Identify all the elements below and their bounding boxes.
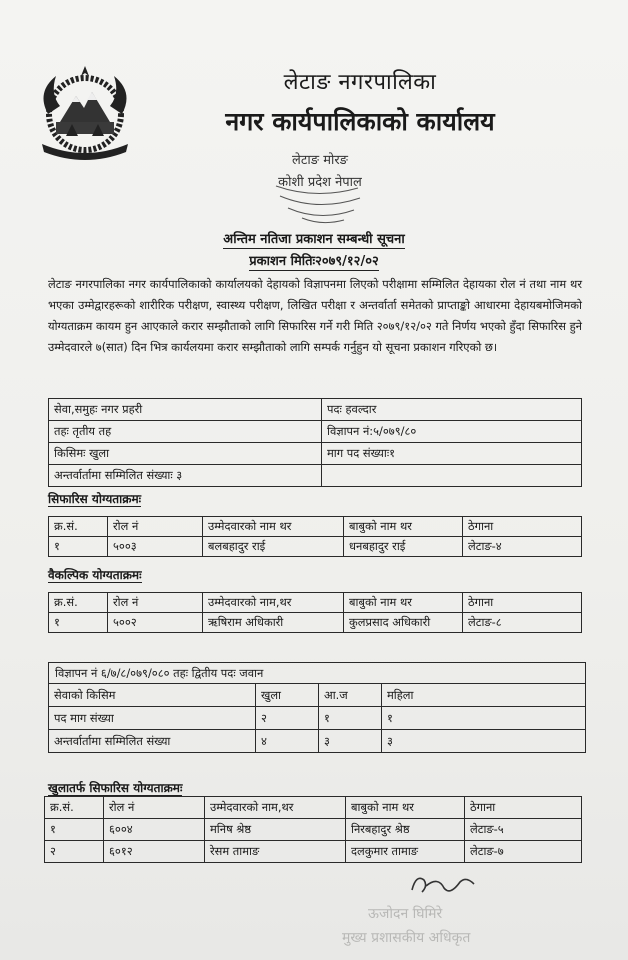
table-header-row	[49, 593, 582, 613]
header-cell: ठेगाना	[463, 593, 582, 613]
recommended-table	[48, 516, 582, 557]
table-cell: बलबहादुर राई	[203, 537, 344, 557]
table-row	[49, 730, 586, 753]
table-cell: पदः हवल्दार	[322, 399, 582, 421]
signature-mark	[408, 870, 478, 900]
header-cell: ठेगाना	[465, 797, 582, 819]
table-cell: तहः तृतीय तह	[49, 421, 322, 443]
table-cell: लेटाङ-८	[463, 613, 582, 633]
header-cell: सेवाको किसिम	[49, 684, 256, 707]
table-cell: सेवा,समुहः नगर प्रहरी	[49, 399, 322, 421]
table-cell: किसिमः खुला	[49, 443, 322, 465]
table-row	[49, 613, 582, 633]
table-cell: पद माग संख्या	[49, 707, 256, 730]
table-cell: १	[45, 819, 104, 841]
table-cell: लेटाङ-७	[465, 841, 582, 863]
table-row	[45, 841, 582, 863]
recommended-title-text: सिफारिस योग्यताक्रमः	[48, 492, 142, 506]
header-cell: रोल नं	[104, 797, 205, 819]
notice-subject	[0, 229, 628, 247]
table-cell: अन्तर्वार्तामा सम्मिलित संख्याः ३	[49, 465, 322, 487]
signatory-name: ऊजोदन घिमिरे	[368, 906, 443, 922]
notice-body: लेटाङ नगरपालिका नगर कार्यपालिकाको कार्यालयको देहायको विज्ञापनमा लिएको परीक्षामा सम्मिलित देहायका रोल नं तथा नाम थर भएका उम्मेद्वारहरूको शारीरिक परीक्षण, स्वास्थ्य परीक्षण, लिखित परीक्षा र अन्तर्वार्ता समेतको प्राप्ताङ्को आधारमा देहायबमोजिमको योग्यताक्रम कायम हुन आएकाले करार सम्झौताको लागि सिफारिस गर्ने गरी मिति २०७९/१२/०२ गते निर्णय भएको हुँदा सिफारिस हुने उम्मेदवारले ७(सात) दिन भित्र कार्यलयमा करार सम्झौताको लागि सम्पर्क गर्नुहुन यो सूचना प्रकाशन गरिएको छ।	[48, 277, 582, 354]
header-cell: क्र.सं.	[45, 797, 104, 819]
table-cell: १	[319, 707, 382, 730]
table-cell: ऋषिराम अधिकारी	[203, 613, 344, 633]
header-cell: क्र.सं.	[49, 517, 108, 537]
table-row	[49, 443, 582, 465]
table-cell: १	[49, 613, 108, 633]
table-cell: अन्तर्वार्तामा सम्मिलित संख्या	[49, 730, 256, 753]
header-cell: महिला	[382, 684, 586, 707]
table-cell: लेटाङ-५	[465, 819, 582, 841]
table-row	[49, 707, 586, 730]
header-cell: उम्मेदवारको नाम,थर	[205, 797, 346, 819]
table-header-row	[45, 797, 582, 819]
table-cell: माग पद संख्याः१	[322, 443, 582, 465]
publish-date-text: प्रकाशन मितिः२०७९/१२/०२	[249, 254, 379, 269]
table-cell: धनबहादुर राई	[344, 537, 463, 557]
notice-subject-text: अन्तिम नतिजा प्रकाशन सम्बन्धी सूचना	[223, 232, 405, 247]
recommended-section-title	[48, 490, 141, 507]
header-cell: बाबुको नाम थर	[344, 593, 463, 613]
table-cell: ४	[256, 730, 319, 753]
table-cell: विज्ञापन नं:५/०७९/८०	[322, 421, 582, 443]
table-header-row	[49, 684, 586, 707]
table-cell: २	[256, 707, 319, 730]
vacancy-heading: विज्ञापन नं ६/७/८/०७९/०८० तहः द्वितीय पदः जवान	[48, 662, 586, 683]
header-cell: रोल नं	[108, 593, 203, 613]
vacancy-info-table	[48, 398, 582, 487]
table-cell: लेटाङ-४	[463, 537, 582, 557]
table-cell: ५००३	[108, 537, 203, 557]
header-cell: बाबुको नाम थर	[346, 797, 465, 819]
alternate-title-text: वैकल्पिक योग्यताक्रमः	[48, 568, 142, 582]
table-cell: ६०१२	[104, 841, 205, 863]
header-cell: रोल नं	[108, 517, 203, 537]
table-cell: ५००२	[108, 613, 203, 633]
header-cell: खुला	[256, 684, 319, 707]
alternate-section-title	[48, 566, 142, 583]
open-recommended-title-text: खुलातर्फ सिफारिस योग्यताक्रमः	[48, 781, 183, 795]
table-cell: ३	[319, 730, 382, 753]
table-row	[49, 421, 582, 443]
header-cell: ठेगाना	[463, 517, 582, 537]
table-cell: निरबहादुर श्रेष्ठ	[346, 819, 465, 841]
publish-date	[0, 251, 628, 269]
table-cell: दलकुमार तामाङ	[346, 841, 465, 863]
alternate-table	[48, 592, 582, 633]
open-recommended-section-title	[48, 779, 182, 796]
table-cell: कुलप्रसाद अधिकारी	[344, 613, 463, 633]
table-cell: रेसम तामाङ	[205, 841, 346, 863]
government-emblem-icon	[26, 62, 144, 168]
table-cell: मनिष श्रेष्ठ	[205, 819, 346, 841]
table-cell	[322, 465, 582, 487]
table-row	[49, 399, 582, 421]
table-row	[49, 537, 582, 557]
header-cell: बाबुको नाम थर	[344, 517, 463, 537]
header-cell: उम्मेदवारको नाम थर	[203, 517, 344, 537]
header-cell: क्र.सं.	[49, 593, 108, 613]
header-cell: उम्मेदवारको नाम,थर	[203, 593, 344, 613]
signatory-designation: मुख्य प्रशासकीय अधिकृत	[342, 930, 471, 946]
table-cell: १	[49, 537, 108, 557]
table-cell: ३	[382, 730, 586, 753]
office-seal-icon	[262, 178, 370, 230]
address-line-1: लेटाङ मोरङ	[292, 153, 348, 168]
table-header-row	[49, 517, 582, 537]
header-cell: आ.ज	[319, 684, 382, 707]
municipality-name: लेटाङ नगरपालिका	[283, 70, 437, 95]
open-recommended-table	[44, 796, 582, 863]
table-cell: ६००४	[104, 819, 205, 841]
office-name: नगर कार्यपालिकाको कार्यालय	[225, 107, 495, 136]
vacancy-table	[48, 683, 586, 753]
table-cell: १	[382, 707, 586, 730]
table-cell: २	[45, 841, 104, 863]
table-row	[49, 465, 582, 487]
table-row	[45, 819, 582, 841]
address-line-2: कोशी प्रदेश नेपाल	[278, 175, 362, 190]
